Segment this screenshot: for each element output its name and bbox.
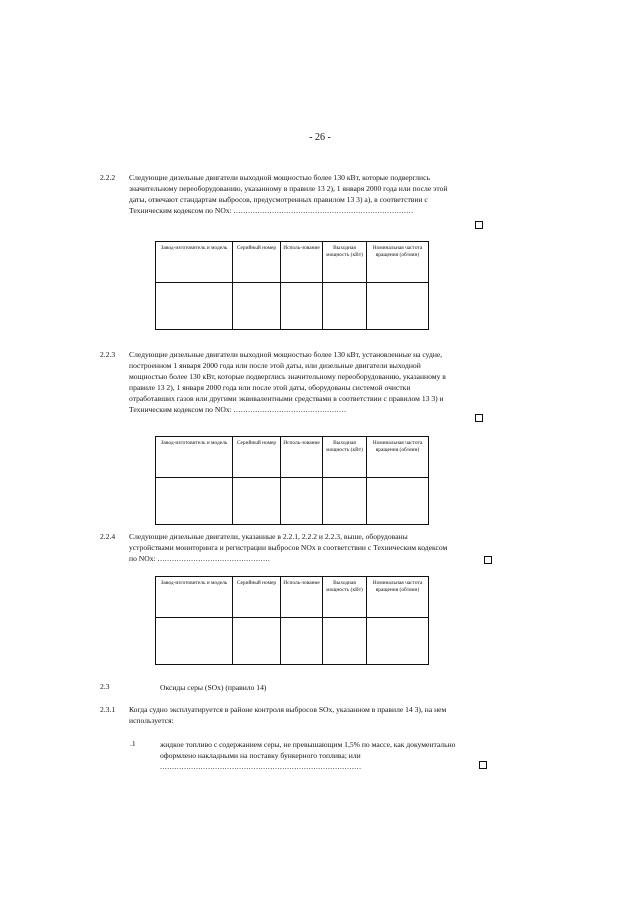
input-cell[interactable] <box>156 478 233 525</box>
input-cell[interactable] <box>156 283 233 330</box>
engine-table-2-2-3 <box>155 436 429 525</box>
table-header-row <box>156 577 429 618</box>
input-cell[interactable] <box>233 283 281 330</box>
input-cell[interactable] <box>323 618 367 665</box>
section-number-2-3: 2.3 <box>100 682 110 691</box>
header-cell: Завод-изготовитель и модель <box>156 437 233 478</box>
section-number: 2.2.3 <box>100 350 116 359</box>
header-cell: Выходная мощность (кВт) <box>323 242 367 283</box>
input-cell[interactable] <box>156 618 233 665</box>
section-number: 2.3.1 <box>100 705 116 714</box>
header-cell: Номинальная частота вращения (об/мин) <box>367 577 429 618</box>
header-cell: Исполь-зование <box>281 577 323 618</box>
table-row <box>156 618 429 665</box>
engine-table-2-2-4 <box>155 576 429 665</box>
section-text: Следующие дизельные двигатели выходной мощностью более 130 кВт, установленные на судне, построенном 1 января 2000 года или после этой даты, или дизельные двигатели выходной мощностью более 130 кВт, которые подверглись значительному переоборудованию, указанному в правиле 13 2), 1 января 2000 года или после этой даты, оборудованы системой очистки отработавших газов или другими эквивалентными средствами в соответствии с правилом 13 3) и Техническим кодексом по NOx: ............................................... <box>129 350 446 415</box>
header-cell: Серийный номер <box>233 242 281 283</box>
section-number: 2.2.4 <box>100 532 116 541</box>
header-cell: Серийный номер <box>233 437 281 478</box>
header-cell: Завод-изготовитель и модель <box>156 577 233 618</box>
header-cell: Выходная мощность (кВт) <box>323 577 367 618</box>
table-row <box>156 478 429 525</box>
item-1-text: жидкое топливо с содержанием серы, не превышающим 1,5% по массе, как документально оформлено накладными на поставку бункерного топлива; или .................................................................................... <box>160 740 456 772</box>
input-cell[interactable] <box>323 478 367 525</box>
section-2-2-2 <box>100 172 500 232</box>
section-text: Следующие дизельные двигатели, указанные в 2.2.1, 2.2.2 и 2.2.3, выше, оборудованы устройствами мониторинга и регистрации выбросов NOx в соответствии с Техническим кодексом по NOx: ............................................... <box>129 532 448 564</box>
section-2-2-4 <box>100 531 500 571</box>
section-2-2-3 <box>100 349 500 429</box>
table-row <box>156 283 429 330</box>
engine-table-2-2-2 <box>155 241 429 330</box>
input-cell[interactable] <box>367 478 429 525</box>
input-cell[interactable] <box>367 283 429 330</box>
input-cell[interactable] <box>281 478 323 525</box>
input-cell[interactable] <box>323 283 367 330</box>
section-2-3-title: Оксиды серы (SOx) (правило 14) <box>160 683 267 692</box>
header-cell: Выходная мощность (кВт) <box>323 437 367 478</box>
table-header-row <box>156 242 429 283</box>
input-cell[interactable] <box>367 618 429 665</box>
table-header-row <box>156 437 429 478</box>
checkbox-2-2-2[interactable] <box>475 221 483 229</box>
item-number: .1 <box>130 739 136 748</box>
checkbox-2-2-4[interactable] <box>484 556 492 564</box>
header-cell: Номинальная частота вращения (об/мин) <box>367 242 429 283</box>
section-text: Следующие дизельные двигатели выходной мощностью более 130 кВт, которые подверглись значительному переоборудованию, указанному в правиле 13 2), 1 января 2000 года или после этой даты, отвечают стандартам выбросов, предусмотренных правилом 13 3) a), в соответствии с Техническим кодексом по NOx: ........................................................................... <box>129 173 448 216</box>
section-number: 2.2.2 <box>100 173 116 182</box>
header-cell: Серийный номер <box>233 577 281 618</box>
page-number: - 26 - <box>309 132 331 143</box>
header-cell: Номинальная частота вращения (об/мин) <box>367 437 429 478</box>
input-cell[interactable] <box>233 478 281 525</box>
header-cell: Исполь-зование <box>281 437 323 478</box>
header-cell: Исполь-зование <box>281 242 323 283</box>
section-2-3-1 <box>100 704 500 734</box>
input-cell[interactable] <box>233 618 281 665</box>
input-cell[interactable] <box>281 283 323 330</box>
section-text: Когда судно эксплуатируется в районе контроля выбросов SOx, указанном в правиле 14 3), на нем используется: <box>129 705 447 726</box>
header-cell: Завод-изготовитель и модель <box>156 242 233 283</box>
checkbox-item-1[interactable] <box>479 761 487 769</box>
input-cell[interactable] <box>281 618 323 665</box>
checkbox-2-2-3[interactable] <box>475 414 483 422</box>
